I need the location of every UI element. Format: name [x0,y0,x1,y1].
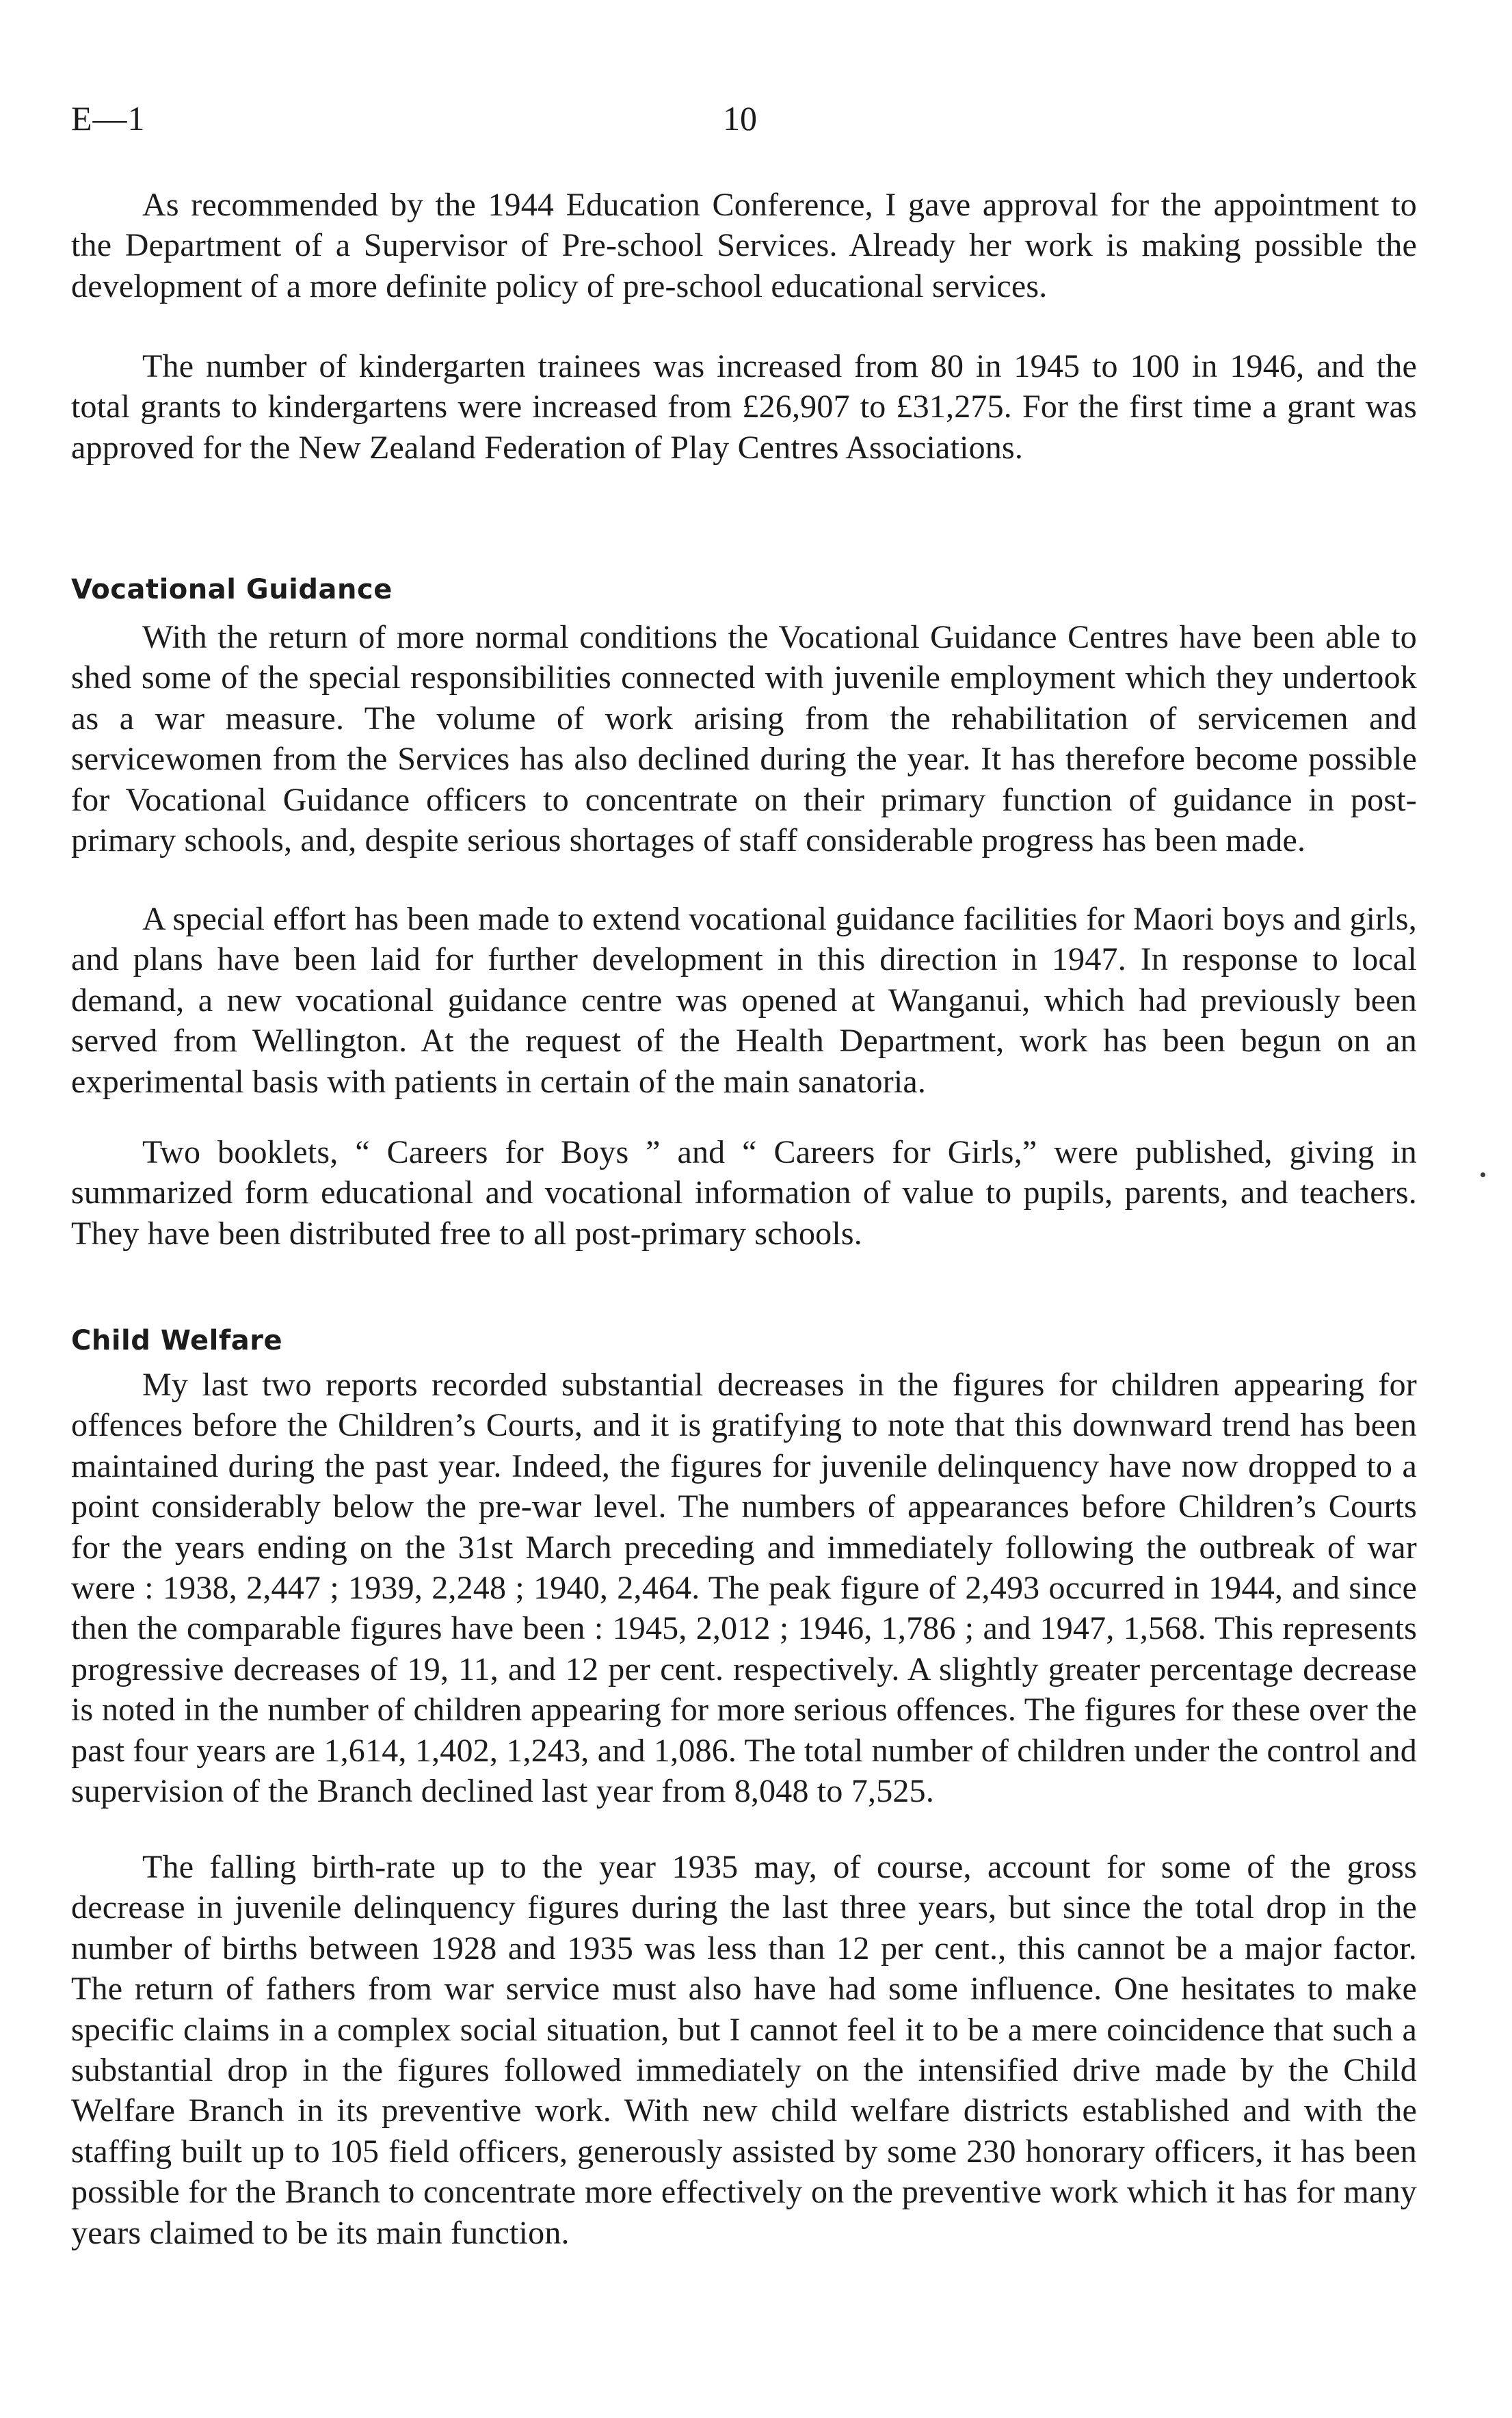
intro-paragraph-2: The number of kindergarten trainees was increased from 80 in 1945 to 100 in 1946, and the total grants to kindergartens were increased from £26,907 to £31,275. For the first time a grant was approved for the New Zealand Federation of Play Centres Associations. [71,348,1417,466]
section-heading-child-welfare: Child Welfare [71,1325,283,1356]
running-header [0,94,1512,142]
vocational-paragraph-2: A special effort has been made to extend vocational guidance facilities for Maori boys and girls, and plans have been laid for further development in this direction in 1947. In response to local demand, a new vocational guidance centre was opened at Wanganui, which had previously been served from Wellington. At the request of the Health Department, work has been begun on an experimental basis with patients in certain of the main sanatoria. [71,901,1417,1100]
vocational-paragraph-1: With the return of more normal conditions the Vocational Guidance Centres have been able to shed some of the special responsibilities connected with juvenile employment which they undertook as a war measure. The volume of work arising from the rehabilitation of servicemen and servicewomen from the Services has also declined during the year. It has therefore become possible for Vocational Guidance officers to concentrate on their primary function of guidance in post-primary schools, and, despite serious shortages of staff considerable progress has been made. [71,619,1417,859]
child-welfare-paragraph-2: The falling birth-rate up to the year 1935 may, of course, account for some of the gross decrease in juvenile delinquency figures during the last three years, but since the total drop in the number of births between 1928 and 1935 was less than 12 per cent., this cannot be a major factor. The return of fathers from war service must also have had some influence. One hesitates to make specific claims in a complex social situation, but I cannot feel it to be a mere coincidence that such a substantial drop in the figures followed immediately on the intensified drive made by the Child Welfare Branch in its preventive work. With new child welfare districts established and with the staffing built up to 105 field officers, generously assisted by some 230 honorary officers, it has been possible for the Branch to concentrate more effectively on the preventive work which it has for many years claimed to be its main function. [71,1849,1417,2251]
vocational-paragraph-3: Two booklets, “ Careers for Boys ” and “ Careers for Girls,” were published, giving in summarized form educational and vocational information of value to pupils, parents, and teachers. They have been distributed free to all post-primary schools. [71,1134,1417,1252]
document-reference: E—1 [71,99,146,137]
margin-mark [1481,1172,1485,1177]
intro-paragraph-1: As recommended by the 1944 Education Conference, I gave approval for the appointment to the Department of a Supervisor of Pre-school Services. Already her work is making possible the development of a more definite policy of pre-school educational services. [71,187,1417,304]
page-number: 10 [723,99,757,137]
section-heading-vocational-guidance: Vocational Guidance [71,574,393,605]
child-welfare-paragraph-1: My last two reports recorded substantial decreases in the figures for children appearing for offences before the Children’s Courts, and it is gratifying to note that this downward trend has been maintained during the past year. Indeed, the figures for juvenile delinquency have now dropped to a point considerably below the pre-war level. The numbers of appearances before Children’s Courts for the years ending on the 31st March preceding and immediately following the outbreak of war were : 1938, 2,447 ; 1939, 2,248 ; 1940, 2,464. The peak figure of 2,493 occurred in 1944, and since then the comparable figures have been : 1945, 2,012 ; 1946, 1,786 ; and 1947, 1,568. This represents progressive decreases of 19, 11, and 12 per cent. respectively. A slightly greater percentage decrease is noted in the number of children appearing for more serious offences. The figures for these over the past four years are 1,614, 1,402, 1,243, and 1,086. The total number of children under the control and supervision of the Branch declined last year from 8,048 to 7,525. [71,1367,1417,1810]
